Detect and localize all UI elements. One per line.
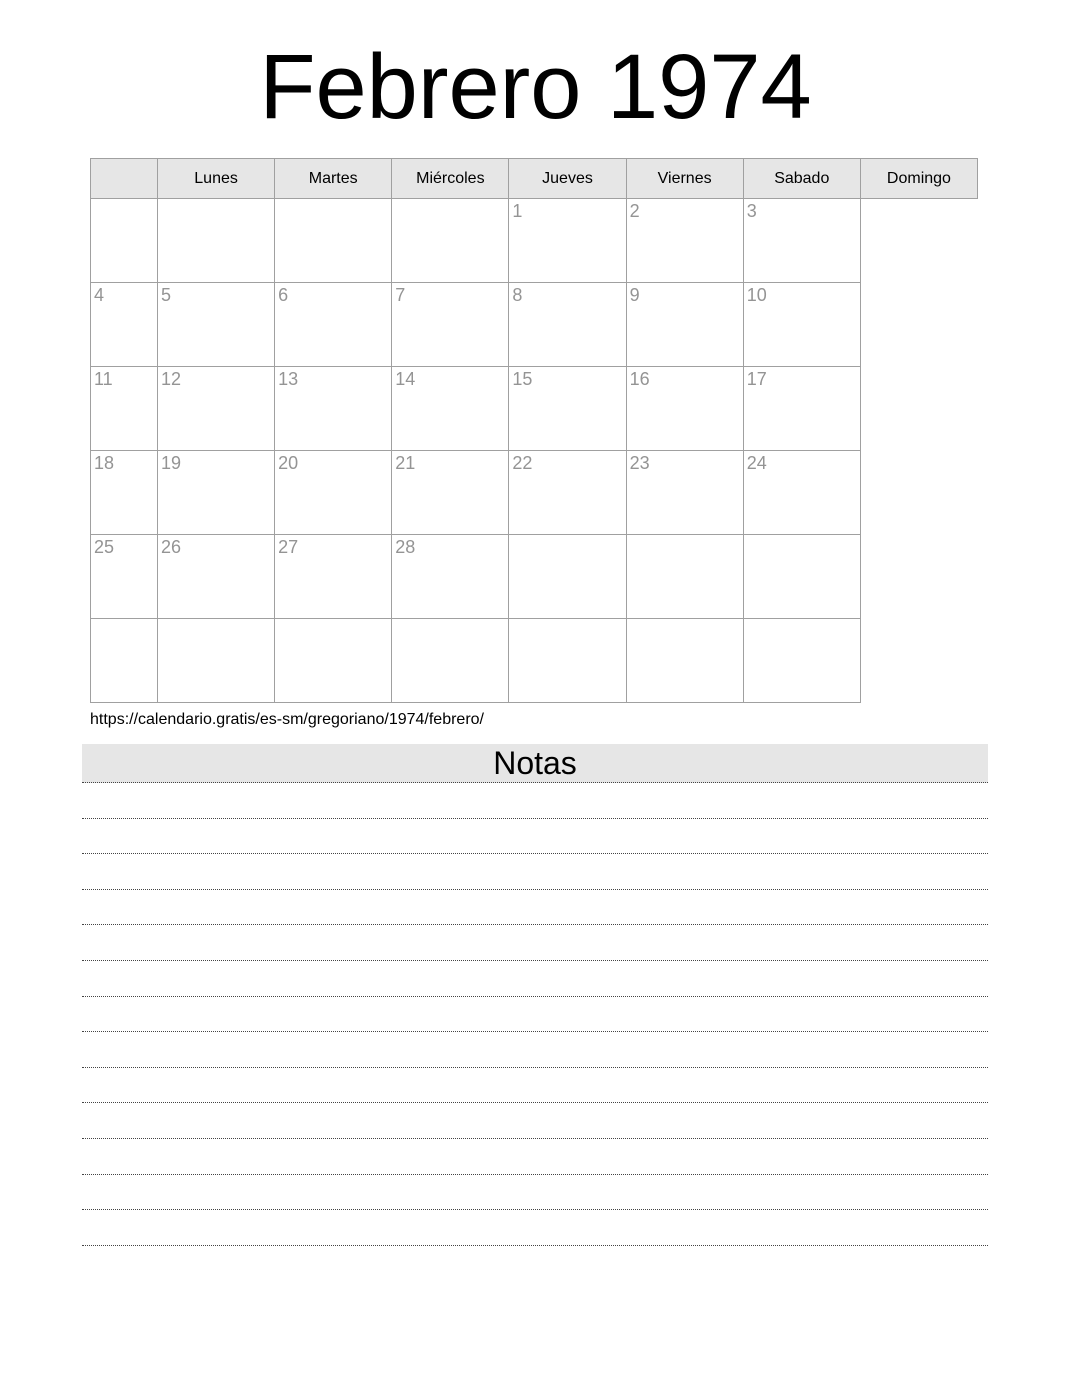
weekday-header-sabado: Sabado: [743, 159, 860, 199]
day-cell: [158, 367, 275, 451]
day-number: 8: [512, 285, 523, 305]
calendar-table: [90, 158, 978, 703]
note-line: [82, 1139, 988, 1175]
empty-day-cell: [509, 619, 626, 703]
day-cell: [626, 451, 743, 535]
weekday-header-domingo: Domingo: [860, 159, 977, 199]
day-number: 16: [629, 369, 650, 389]
day-number: 28: [395, 537, 416, 557]
day-cell: [275, 451, 392, 535]
day-cell: [392, 451, 509, 535]
day-cell: [392, 367, 509, 451]
day-number: 17: [746, 369, 767, 389]
empty-day-cell: [743, 535, 860, 619]
day-cell: [392, 283, 509, 367]
day-number: 25: [94, 537, 115, 557]
day-number: 19: [161, 453, 182, 473]
note-line: [82, 1032, 988, 1068]
day-number: 3: [746, 201, 757, 221]
day-cell: [743, 367, 860, 451]
empty-day-cell: [158, 619, 275, 703]
day-cell: [743, 451, 860, 535]
note-line: [82, 997, 988, 1033]
empty-day-cell: [275, 199, 392, 283]
note-line: [82, 1210, 988, 1246]
note-line: [82, 854, 988, 890]
note-line: [82, 961, 988, 997]
note-line: [82, 819, 988, 855]
day-number: 7: [395, 285, 406, 305]
day-cell: [158, 535, 275, 619]
day-cell: [626, 199, 743, 283]
day-cell: [626, 283, 743, 367]
note-line: [82, 783, 988, 819]
notes-header: [82, 744, 988, 783]
day-number: 4: [94, 285, 105, 305]
calendar-body: [91, 199, 978, 703]
weekday-header-martes: Martes: [275, 159, 392, 199]
empty-day-cell: [91, 199, 158, 283]
calendar-page: [0, 36, 1071, 1386]
day-number: 10: [746, 285, 767, 305]
day-number: 21: [395, 453, 416, 473]
empty-day-cell: [626, 619, 743, 703]
day-cell: [91, 535, 158, 619]
empty-day-cell: [275, 619, 392, 703]
weekday-header-lunes: Lunes: [158, 159, 275, 199]
day-number: 24: [746, 453, 767, 473]
day-number: 22: [512, 453, 533, 473]
day-cell: [743, 199, 860, 283]
day-cell: [91, 367, 158, 451]
day-cell: [91, 451, 158, 535]
note-line: [82, 925, 988, 961]
week-spacer-column: [91, 159, 158, 199]
empty-day-cell: [392, 619, 509, 703]
day-cell: [275, 283, 392, 367]
day-cell: [509, 283, 626, 367]
day-number: 11: [94, 369, 113, 389]
weekday-header-row: [91, 159, 978, 199]
day-number: 18: [94, 453, 115, 473]
day-cell: [509, 367, 626, 451]
day-cell: [275, 535, 392, 619]
empty-day-cell: [158, 199, 275, 283]
day-number: 1: [512, 201, 523, 221]
note-line: [82, 890, 988, 926]
weekday-header-miercoles: Miércoles: [392, 159, 509, 199]
note-line: [82, 1103, 988, 1139]
day-number: 2: [629, 201, 640, 221]
day-number: 6: [278, 285, 289, 305]
day-cell: [275, 367, 392, 451]
week-row: [91, 199, 978, 283]
day-number: 9: [629, 285, 640, 305]
empty-day-cell: [509, 535, 626, 619]
day-cell: [509, 199, 626, 283]
week-row: [91, 535, 978, 619]
weekday-header-viernes: Viernes: [626, 159, 743, 199]
empty-day-cell: [743, 619, 860, 703]
day-cell: [743, 283, 860, 367]
day-cell: [91, 283, 158, 367]
page-title: Febrero 1974: [259, 36, 812, 138]
week-row: [91, 283, 978, 367]
source-url: https://calendario.gratis/es-sm/gregoriano/1974/febrero/: [90, 711, 484, 728]
empty-day-cell: [91, 619, 158, 703]
week-row: [91, 619, 978, 703]
day-number: 13: [278, 369, 299, 389]
day-number: 20: [278, 453, 299, 473]
day-number: 23: [629, 453, 650, 473]
note-line: [82, 1068, 988, 1104]
week-row: [91, 367, 978, 451]
notes-lines-area: [82, 783, 988, 1246]
day-number: 12: [161, 369, 182, 389]
day-number: 14: [395, 369, 416, 389]
day-cell: [158, 283, 275, 367]
notes-title: Notas: [493, 745, 577, 781]
day-number: 26: [161, 537, 182, 557]
day-number: 15: [512, 369, 533, 389]
note-line: [82, 1175, 988, 1211]
day-cell: [509, 451, 626, 535]
day-number: 27: [278, 537, 299, 557]
empty-day-cell: [626, 535, 743, 619]
day-cell: [626, 367, 743, 451]
empty-day-cell: [392, 199, 509, 283]
weekday-header-jueves: Jueves: [509, 159, 626, 199]
week-row: [91, 451, 978, 535]
day-number: 5: [161, 285, 172, 305]
day-cell: [158, 451, 275, 535]
day-cell: [392, 535, 509, 619]
